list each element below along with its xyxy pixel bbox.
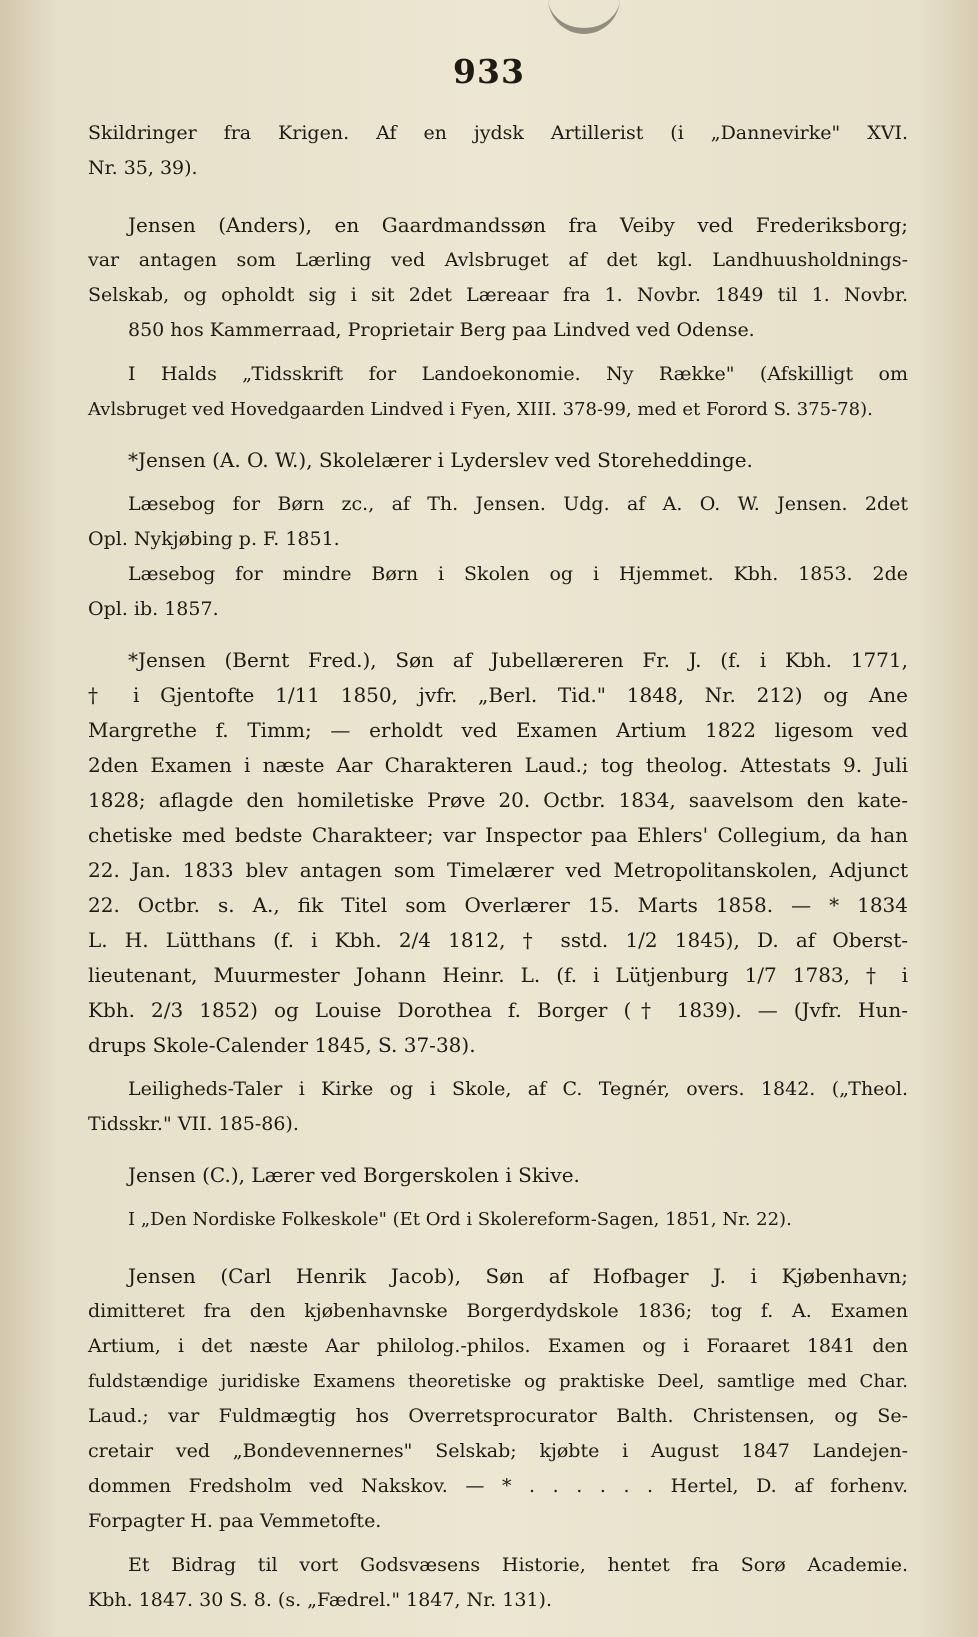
entry-heading-line: Jensen (Carl Henrik Jacob), Søn af Hofbager J. i Kjøbenhavn; bbox=[128, 1264, 908, 1288]
entry-heading-line: *Jensen (Bernt Fred.), Søn af Jubellæreren Fr. J. (f. i Kbh. 1771, bbox=[128, 648, 908, 672]
text-line: 22. Jan. 1833 blev antagen som Timelærer ved Metropolitanskolen, Adjunct bbox=[88, 858, 908, 882]
text-line: Selskab, og opholdt sig i sit 2det Læreaar fra 1. Novbr. 1849 til 1. Novbr. bbox=[88, 284, 908, 306]
text-line: Nr. 35, 39). bbox=[88, 157, 198, 179]
text-line: dommen Fredsholm ved Nakskov. — * . . . . . . Hertel, D. af forhenv. bbox=[88, 1475, 908, 1497]
page-text bbox=[88, 116, 908, 1618]
citation-line: I Halds „Tidsskrift for Landoekonomie. Ny Række" (Afskilligt om bbox=[128, 363, 908, 385]
entry-heading-line: *Jensen (A. O. W.), Skolelærer i Lyderslev ved Storeheddinge. bbox=[128, 448, 753, 472]
text-line: var antagen som Lærling ved Avlsbruget af det kgl. Landhuusholdnings- bbox=[88, 249, 908, 271]
citation-line: Opl. ib. 1857. bbox=[88, 598, 219, 620]
text-line: 850 hos Kammerraad, Proprietair Berg paa Lindved ved Odense. bbox=[128, 319, 755, 341]
text-line: L. H. Lütthans (f. i Kbh. 2/4 1812, † sstd. 1/2 1845), D. af Oberst- bbox=[88, 928, 908, 952]
text-line: fuldstændige juridiske Examens theoretiske og praktiske Deel, samtlige med Char. bbox=[88, 1371, 908, 1392]
page-number: 933 bbox=[453, 52, 525, 91]
citation-line: Læsebog for Børn zc., af Th. Jensen. Udg. af A. O. W. Jensen. 2det bbox=[128, 493, 908, 515]
text-line: lieutenant, Muurmester Johann Heinr. L. (f. i Lütjenburg 1/7 1783, † i bbox=[88, 963, 908, 987]
text-line: cretair ved „Bondevennernes" Selskab; kjøbte i August 1847 Landejen- bbox=[88, 1440, 908, 1462]
citation-line: Tidsskr." VII. 185-86). bbox=[88, 1113, 299, 1135]
text-line: Skildringer fra Krigen. Af en jydsk Artillerist (i „Dannevirke" XVI. bbox=[88, 122, 908, 144]
citation-line: I „Den Nordiske Folkeskole" (Et Ord i Skolereform-Sagen, 1851, Nr. 22). bbox=[128, 1209, 792, 1230]
text-line: 2den Examen i næste Aar Charakteren Laud.; tog theolog. Attestats 9. Juli bbox=[88, 753, 908, 777]
text-line: Artium, i det næste Aar philolog.-philos. Examen og i Foraaret 1841 den bbox=[88, 1335, 908, 1357]
text-line: Laud.; var Fuldmægtig hos Overretsprocurator Balth. Christensen, og Se- bbox=[88, 1405, 908, 1427]
text-line: Forpagter H. paa Vemmetofte. bbox=[88, 1510, 382, 1532]
entry-heading-line: Jensen (C.), Lærer ved Borgerskolen i Skive. bbox=[128, 1163, 580, 1187]
text-line: 22. Octbr. s. A., fik Titel som Overlærer 15. Marts 1858. — * 1834 bbox=[88, 893, 908, 917]
citation-line: Kbh. 1847. 30 S. 8. (s. „Fædrel." 1847, Nr. 131). bbox=[88, 1589, 552, 1611]
text-line: † i Gjentofte 1/11 1850, jvfr. „Berl. Tid." 1848, Nr. 212) og Ane bbox=[88, 683, 908, 707]
text-line: dimitteret fra den kjøbenhavnske Borgerdydskole 1836; tog f. A. Examen bbox=[88, 1300, 908, 1322]
citation-line: Opl. Nykjøbing p. F. 1851. bbox=[88, 528, 340, 550]
text-line: 1828; aflagde den homiletiske Prøve 20. Octbr. 1834, saavelsom den kate- bbox=[88, 788, 908, 812]
citation-line: Avlsbruget ved Hovedgaarden Lindved i Fyen, XIII. 378-99, med et Forord S. 375-78). bbox=[88, 399, 873, 420]
binding-tab-mark bbox=[548, 0, 620, 34]
text-line: Margrethe f. Timm; — erholdt ved Examen Artium 1822 ligesom ved bbox=[88, 718, 908, 742]
citation-line: Leiligheds-Taler i Kirke og i Skole, af C. Tegnér, overs. 1842. („Theol. bbox=[128, 1078, 908, 1100]
text-line: Kbh. 2/3 1852) og Louise Dorothea f. Borger († 1839). — (Jvfr. Hun- bbox=[88, 998, 908, 1022]
citation-line: Et Bidrag til vort Godsvæsens Historie, hentet fra Sorø Academie. bbox=[128, 1554, 908, 1576]
entry-heading-line: Jensen (Anders), en Gaardmandssøn fra Veiby ved Frederiksborg; bbox=[128, 213, 908, 237]
citation-line: Læsebog for mindre Børn i Skolen og i Hjemmet. Kbh. 1853. 2de bbox=[128, 563, 908, 585]
text-line: drups Skole-Calender 1845, S. 37-38). bbox=[88, 1033, 476, 1057]
text-line: chetiske med bedste Charakteer; var Inspector paa Ehlers' Collegium, da han bbox=[88, 823, 908, 847]
